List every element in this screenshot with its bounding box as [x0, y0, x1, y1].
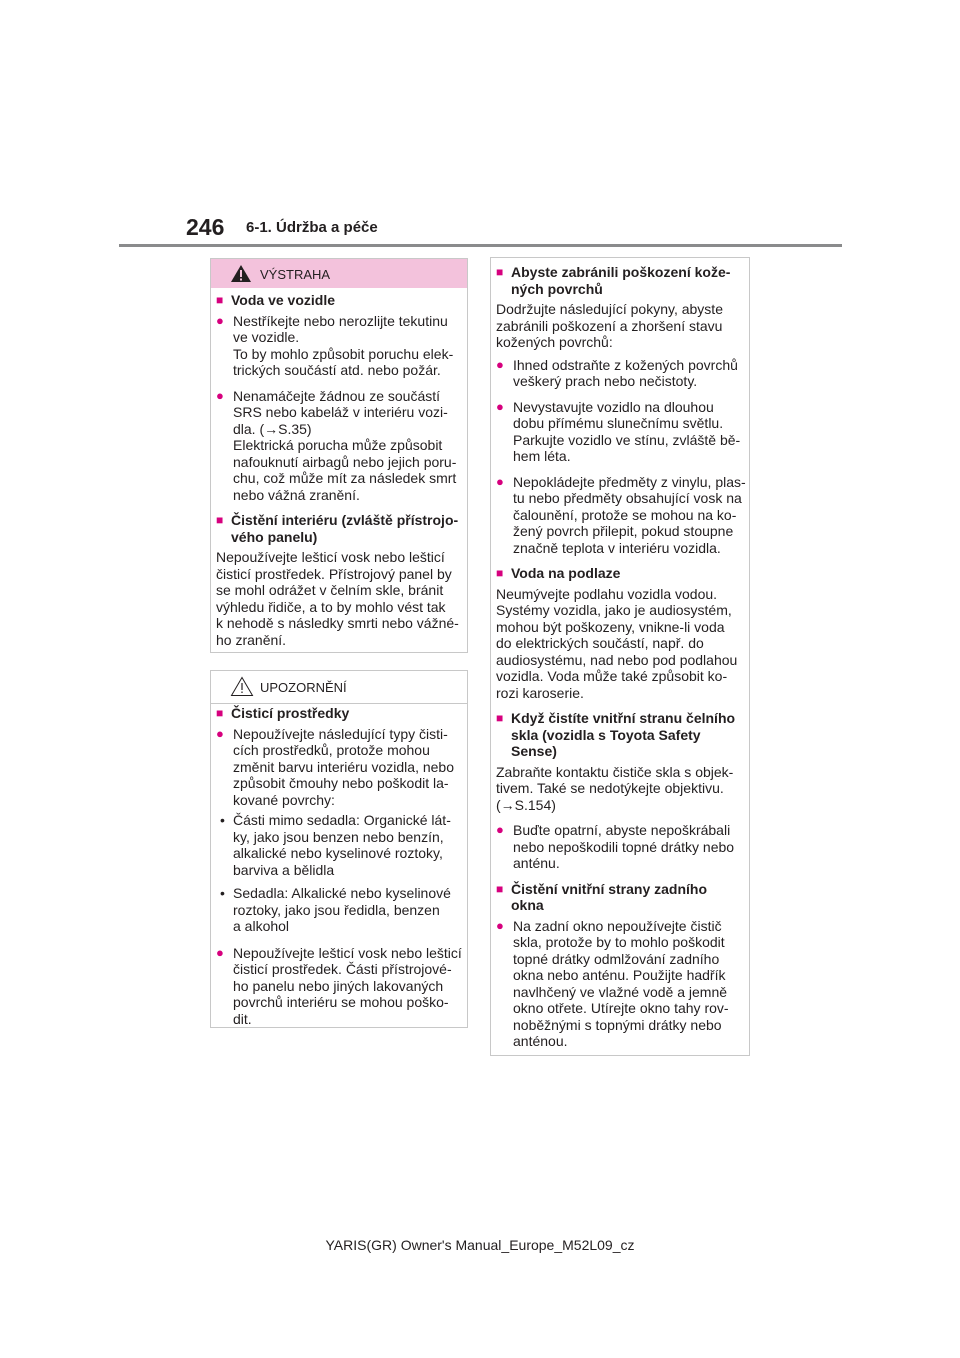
right-bullet-2: ● Nevystavujte vozidlo na dlouhou dobu přímému slunečnímu světlu. Parkujte vozidlo ve stínu, zvláště bě- hem léta.	[496, 399, 750, 465]
caution-box	[210, 670, 468, 1028]
warning-box	[210, 258, 468, 653]
caution-bullet-1: ● Nepoužívejte následující typy čisti- cích prostředků, protože mohou změnit barvu interiéru vozidla, nebo způsobit čmouhy nebo poškodit la- kované povrchy:	[216, 726, 468, 809]
right-paragraph-leather: Dodržujte následující pokyny, abyste zabránili poškození a zhoršení stavu kožených povrchů:	[496, 301, 723, 350]
right-heading-rear-window: ■ Čistění vnitřní strany zadního okna	[496, 881, 750, 914]
right-paragraph-floor-water: Neumývejte podlahu vozidla vodou. Systémy vozidla, jako je audiosystém, mohou být poškozeny, vnikne-li voda do elektrických součástí, např. do audiosystému, nad nebo pod podlahou vozidla. Voda může také způsobit ko- rozi karoserie.	[496, 585, 738, 701]
warning-heading-water: ■ Voda ve vozidle	[216, 292, 468, 309]
right-bullet-3: ● Nepokládejte předměty z vinylu, plas- tu nebo předměty obsahující vosk na čalounění, protože se mohou na ko- žený povrch přilepit, pokud stoupne značně teplota v interiéru vozidla.	[496, 474, 750, 557]
right-heading-floor-water: ■ Voda na podlaze	[496, 565, 750, 582]
right-heading-leather: ■ Abyste zabránili poškození kože- ných povrchů	[496, 264, 750, 297]
warning-heading-interior: ■ Čistění interiéru (zvláště přístrojo- vého panelu)	[216, 512, 468, 545]
right-paragraph-windshield: Zabraňte kontaktu čističe skla s objek- tivem. Také se nedotýkejte objektivu. (→S.154)	[496, 763, 734, 813]
warning-label: VÝSTRAHA	[260, 267, 331, 282]
caution-heading-cleaners: ■ Čisticí prostředky	[216, 705, 468, 722]
warning-icon	[230, 264, 252, 283]
section-title: 6-1. Údržba a péče	[246, 219, 378, 236]
caution-icon	[230, 676, 254, 697]
footer-manual-id: YARIS(GR) Owner's Manual_Europe_M52L09_cz	[325, 1237, 635, 1253]
caution-label: UPOZORNĚNÍ	[260, 680, 347, 695]
right-bullet-5: ● Na zadní okno nepoužívejte čistič skla, protože by to mohlo poškodit topné drátky odmlžování zadního okna nebo anténu. Použijte hadřík navlhčený ve vlažné vodě a jemně okno otřete. Utírejte okno tahy rov- noběžnými s topnými drátky nebo anténou.	[496, 918, 750, 1050]
right-heading-windshield: ■ Když čistíte vnitřní stranu čelního skla (vozidla s Toyota Safety Sense)	[496, 710, 750, 760]
header-rule	[119, 244, 842, 247]
right-bullet-4: ● Buďte opatrní, abyste nepoškrábali nebo nepoškodili topné drátky nebo anténu.	[496, 822, 750, 872]
caution-header	[211, 671, 467, 704]
warning-header	[211, 259, 467, 288]
warning-bullet-2: ● Nenamáčejte žádnou ze součástí SRS nebo kabeláž v interiéru vozi- dla. (→S.35) Elektrická porucha může způsobit nafouknutí airbagů nebo jejich poru- chu, což může mít za následek smrt nebo vážná zranění.	[216, 388, 468, 504]
right-column-box	[490, 257, 750, 1056]
page-number: 246	[186, 214, 225, 240]
caution-subitem-2: • Sedadla: Alkalické nebo kyselinové roztoky, jako jsou ředidla, benzen a alkohol	[216, 885, 468, 935]
right-bullet-1: ● Ihned odstraňte z kožených povrchů veškerý prach nebo nečistoty.	[496, 357, 750, 390]
warning-paragraph: Nepoužívejte lešticí vosk nebo lešticí čisticí prostředek. Přístrojový panel by se mohl odrážet v čelním skle, bránit výhledu řidiče, a to by mohlo vést tak k nehodě s následky smrti nebo vážné- ho zranění.	[216, 549, 459, 648]
caution-subitem-1: • Části mimo sedadla: Organické lát- ky, jako jsou benzen nebo benzín, alkalické nebo kyselinové roztoky, barviva a bělidla	[216, 812, 468, 878]
caution-bullet-2: ● Nepoužívejte lešticí vosk nebo lešticí čisticí prostředek. Části přístrojové- ho panelu nebo jiných lakovaných povrchů interiéru se mohou poško- dit.	[216, 945, 468, 1028]
warning-bullet-1: ● Nestříkejte nebo nerozlijte tekutinu ve vozidle. To by mohlo způsobit poruchu elek- trických součástí atd. nebo požár.	[216, 313, 468, 379]
